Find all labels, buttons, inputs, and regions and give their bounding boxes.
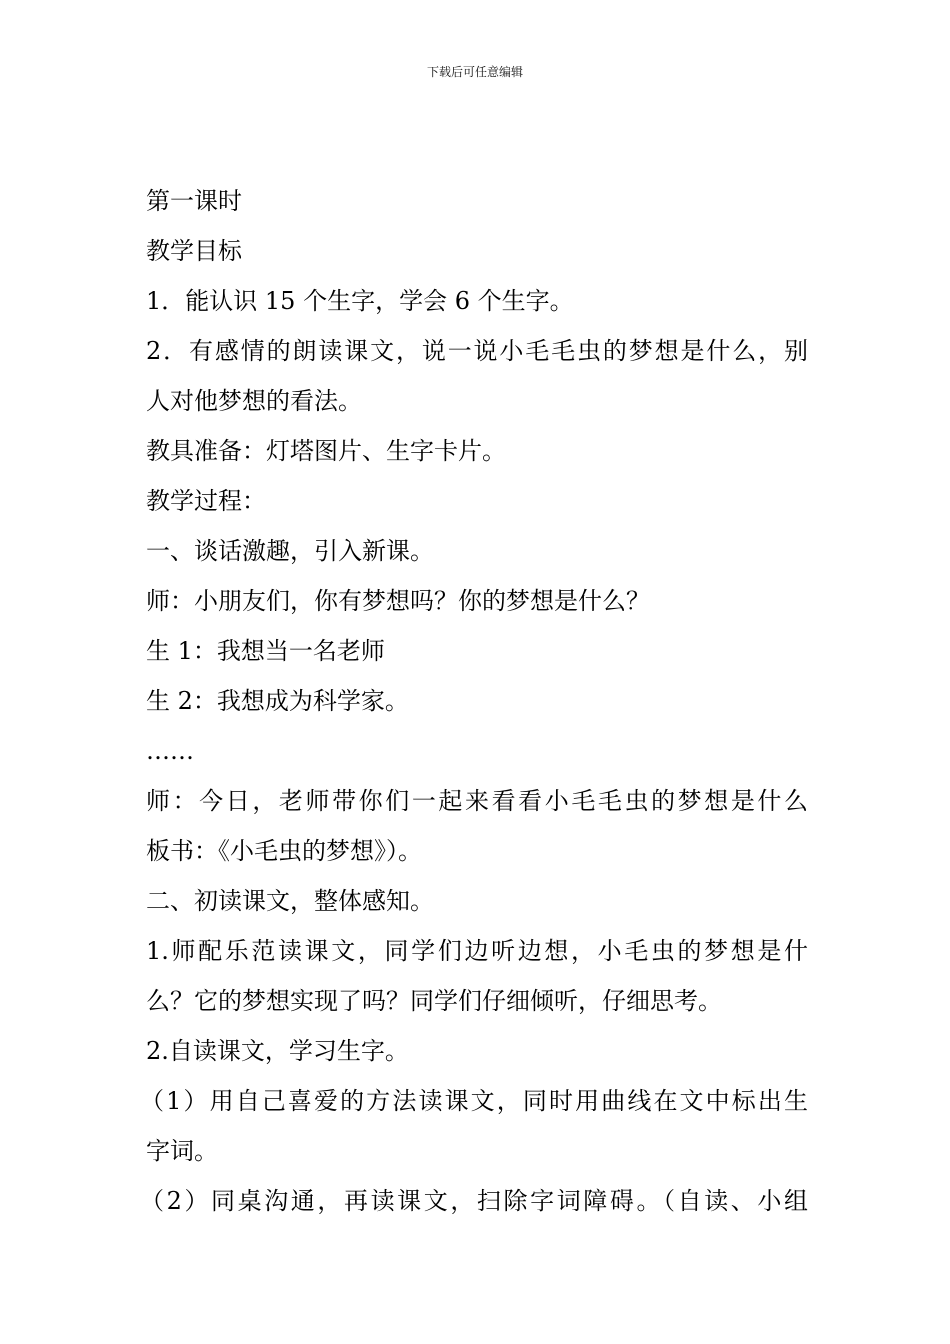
- goal-item-1: 1．能认识 15 个生字，学会 6 个生字。: [146, 287, 574, 315]
- step-2-item-1-continued: 字词。: [146, 1137, 218, 1165]
- dialogue-teacher-2: 师：今日，老师带你们一起来看看小毛毛虫的梦想是什么: [146, 787, 808, 815]
- section-2-heading: 二、初读课文，整体感知。: [146, 887, 434, 915]
- goal-item-2: 2．有感情的朗读课文，说一说小毛毛虫的梦想是什么，别: [146, 337, 808, 365]
- page-header-watermark: 下载后可任意编辑: [426, 65, 523, 79]
- dialogue-student-1: 生 1：我想当一名老师: [146, 637, 385, 665]
- step-2-item-1: （1）用自己喜爱的方法读课文，同时用曲线在文中标出生: [140, 1087, 808, 1115]
- teaching-aids: 教具准备：灯塔图片、生字卡片。: [146, 437, 506, 465]
- teaching-process-heading: 教学过程：: [146, 487, 266, 515]
- board-writing: 板书：《小毛虫的梦想》）。: [146, 837, 422, 865]
- section-1-heading: 一、谈话激趣，引入新课。: [146, 537, 434, 565]
- ellipsis: ……: [146, 737, 194, 765]
- step-2: 2.自读课文，学习生字。: [146, 1037, 409, 1065]
- dialogue-student-2: 生 2：我想成为科学家。: [146, 687, 409, 715]
- step-2-item-2: （2）同桌沟通，再读课文，扫除字词障碍。（自读、小组: [140, 1187, 808, 1215]
- step-1: 1.师配乐范读课文，同学们边听边想，小毛虫的梦想是什: [146, 937, 808, 965]
- lesson-period-heading: 第一课时: [146, 187, 242, 215]
- goal-item-2-continued: 人对他梦想的看法。: [146, 387, 362, 415]
- document-body: [140, 176, 808, 1226]
- dialogue-teacher-1: 师：小朋友们，你有梦想吗？你的梦想是什么？: [146, 587, 650, 615]
- teaching-goals-heading: 教学目标: [146, 237, 242, 265]
- step-1-continued: 么？它的梦想实现了吗？同学们仔细倾听，仔细思考。: [146, 987, 722, 1015]
